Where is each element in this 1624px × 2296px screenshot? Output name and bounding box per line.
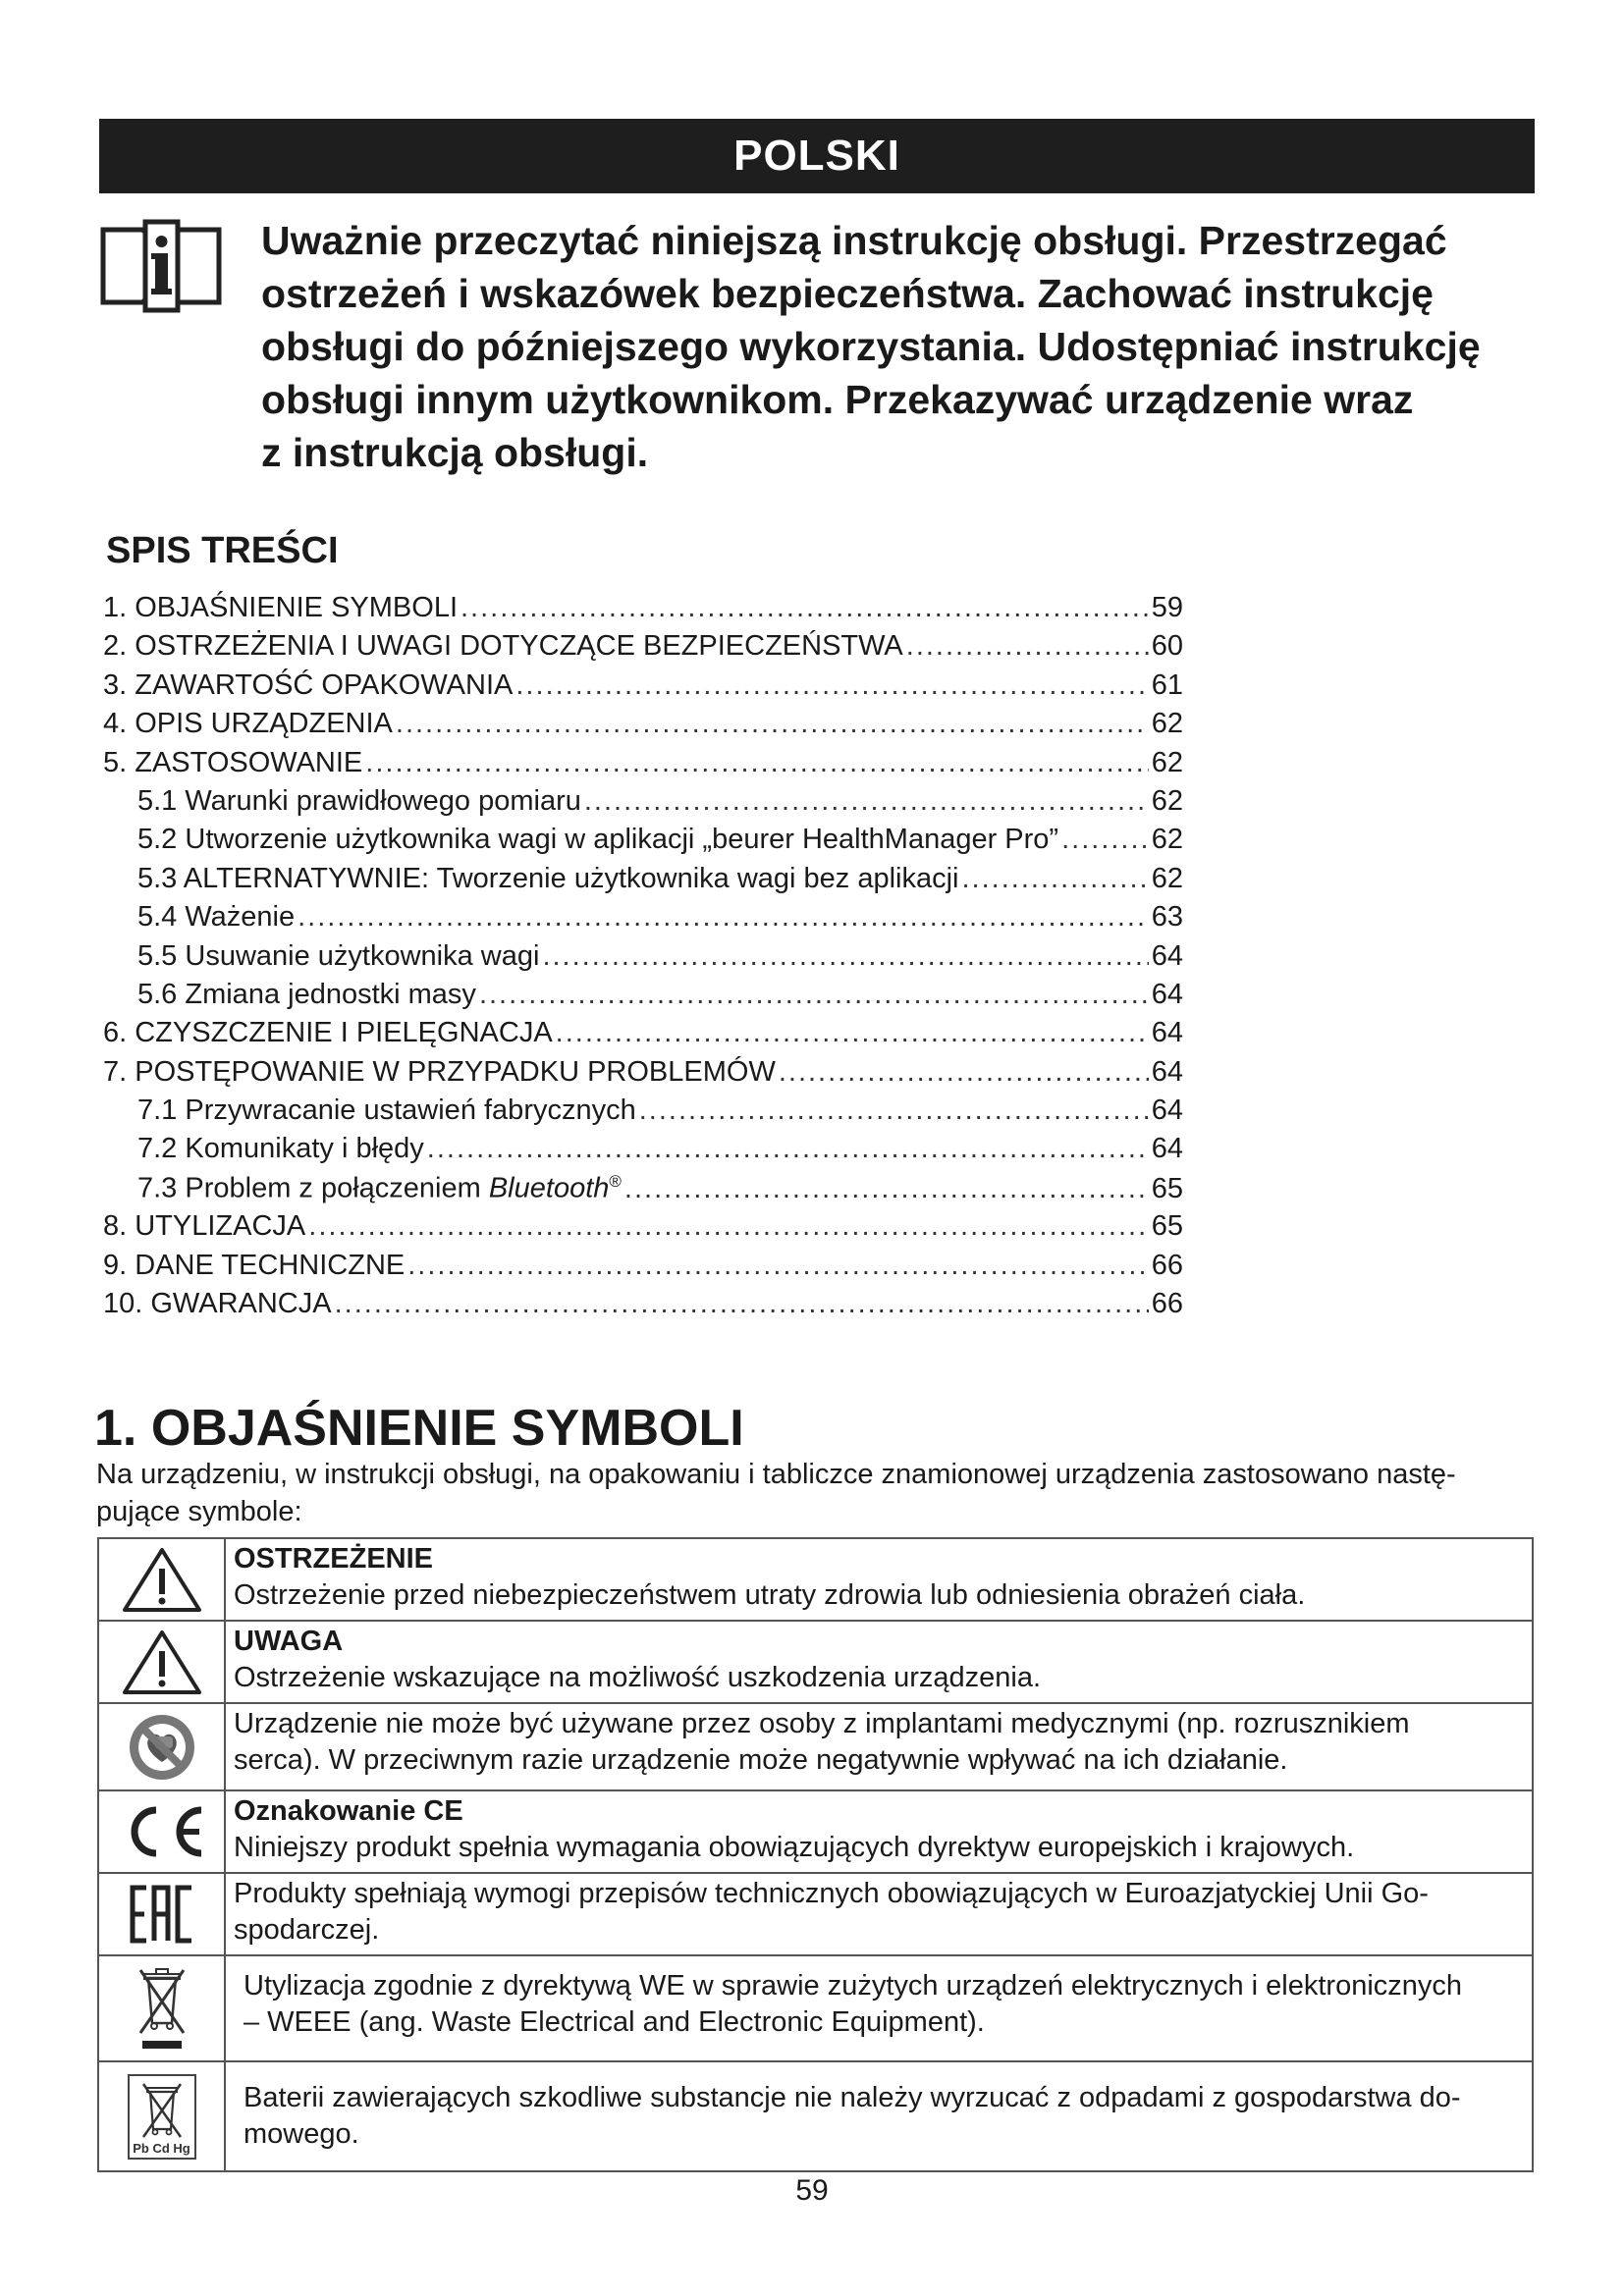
toc-leader <box>624 1173 1149 1205</box>
lead-line: pujące symbole: <box>96 1496 302 1527</box>
table-row <box>98 1703 1533 1790</box>
symbol-cell <box>98 1621 225 1703</box>
toc-leader <box>427 1133 1149 1165</box>
no-pacemaker-icon <box>126 1711 198 1784</box>
toc-leader <box>365 747 1148 779</box>
symbol-cell <box>98 1538 225 1621</box>
toc-leader <box>515 669 1148 702</box>
toc-subentry[interactable] <box>103 940 1183 979</box>
symbols-table <box>97 1537 1534 2172</box>
symbol-text: spodarczej. <box>234 1914 380 1946</box>
symbol-description <box>225 1703 1533 1790</box>
toc-subentry[interactable] <box>103 1133 1183 1171</box>
toc-leader <box>906 630 1149 663</box>
section-heading: 1. OBJAŚNIENIE SYMBOLI <box>94 1400 744 1457</box>
toc-subentry[interactable] <box>103 979 1183 1017</box>
toc-page: 66 <box>1151 1249 1183 1281</box>
toc-page: 60 <box>1151 630 1183 663</box>
toc-leader <box>584 785 1149 818</box>
toc-page: 62 <box>1151 862 1183 894</box>
table-of-contents <box>103 592 1183 1326</box>
toc-leader <box>542 940 1148 973</box>
symbol-text: Urządzenie nie może być używane przez osoby z implantami medycznymi (np. rozrusznikiem <box>234 1708 1410 1739</box>
toc-subentry[interactable] <box>103 1172 1183 1210</box>
toc-entry[interactable] <box>103 1250 1183 1288</box>
toc-page: 59 <box>1151 592 1183 623</box>
page-number: 59 <box>795 2174 829 2207</box>
registered-mark: ® <box>609 1171 622 1191</box>
toc-page: 61 <box>1151 668 1183 701</box>
symbol-description <box>225 1790 1533 1873</box>
toc-page: 62 <box>1151 746 1183 778</box>
intro-line: obsługi do późniejszego wykorzystania. Udostępniać instrukcję <box>261 324 1481 369</box>
toc-label: 5.6 Zmiana jednostki masy <box>137 978 476 1010</box>
symbol-cell <box>98 1703 225 1790</box>
table-row <box>98 1621 1533 1703</box>
toc-leader <box>407 1250 1149 1282</box>
toc-leader <box>479 979 1149 1011</box>
toc-label: 5.4 Ważenie <box>137 901 296 934</box>
symbol-label: UWAGA <box>234 1626 344 1657</box>
symbol-label: OSTRZEŻENIE <box>234 1543 434 1575</box>
toc-page: 64 <box>1151 1017 1183 1049</box>
toc-label: 2. OSTRZEŻENIA I UWAGI DOTYCZĄCE BEZPIECZEŃSTWA <box>103 630 903 663</box>
table-row <box>98 1873 1533 1955</box>
toc-label: 7. POSTĘPOWANIE W PRZYPADKU PROBLEMÓW <box>103 1055 776 1088</box>
battery-chemicals-label: Pb Cd Hg <box>133 2140 190 2156</box>
symbol-cell <box>98 1873 225 1955</box>
toc-entry[interactable] <box>103 1056 1183 1095</box>
toc-label: 1. OBJAŚNIENIE SYMBOLI <box>103 592 458 623</box>
eac-mark-icon <box>129 1884 195 1945</box>
symbol-text: – WEEE (ang. Waste Electrical and Electronic Equipment). <box>244 2006 985 2038</box>
toc-subentry[interactable] <box>103 1095 1183 1133</box>
toc-page: 65 <box>1151 1210 1183 1243</box>
weee-bin-icon <box>133 1964 191 2053</box>
toc-entry[interactable] <box>103 669 1183 708</box>
toc-label: 7.2 Komunikaty i błędy <box>137 1133 424 1165</box>
symbol-cell <box>98 1955 225 2061</box>
read-instructions-icon <box>99 218 224 314</box>
toc-label: 6. CZYSZCZENIE I PIELĘGNACJA <box>103 1017 553 1049</box>
toc-entry[interactable] <box>103 1288 1183 1326</box>
toc-label: 8. UTYLIZACJA <box>103 1210 306 1243</box>
toc-leader <box>556 1017 1149 1049</box>
table-row <box>98 1538 1533 1621</box>
symbol-text: serca). W przeciwnym razie urządzenie może negatywnie wpływać na ich działanie. <box>234 1744 1288 1776</box>
toc-page: 64 <box>1151 939 1183 972</box>
toc-label: 5.1 Warunki prawidłowego pomiaru <box>137 784 581 817</box>
toc-page: 64 <box>1151 978 1183 1010</box>
table-row <box>98 1790 1533 1873</box>
toc-subentry[interactable] <box>103 785 1183 824</box>
symbol-description <box>225 1538 1533 1621</box>
table-row <box>98 2061 1533 2171</box>
toc-page: 66 <box>1151 1288 1183 1320</box>
toc-entry[interactable] <box>103 747 1183 785</box>
toc-label-text: 7.3 Problem z połączeniem <box>137 1172 489 1204</box>
symbol-text: Produkty spełniają wymogi przepisów technicznych obowiązujących w Euroazjatyckiej Unii Go- <box>234 1878 1429 1909</box>
toc-entry[interactable] <box>103 1210 1183 1249</box>
toc-page: 62 <box>1151 708 1183 740</box>
toc-entry[interactable] <box>103 708 1183 746</box>
symbol-cell <box>98 2061 225 2171</box>
toc-page: 63 <box>1151 901 1183 934</box>
symbol-text: Ostrzeżenie przed niebezpieczeństwem utraty zdrowia lub odniesienia obrażeń ciała. <box>234 1579 1306 1611</box>
toc-leader <box>298 901 1149 934</box>
toc-leader <box>779 1056 1149 1089</box>
toc-label-italic: Bluetooth <box>488 1172 610 1204</box>
toc-label: 5.3 ALTERNATYWNIE: Tworzenie użytkownika wagi bez aplikacji <box>137 862 959 894</box>
battery-disposal-icon <box>128 2074 196 2160</box>
caution-triangle-icon <box>120 1628 204 1696</box>
toc-leader <box>460 592 1149 624</box>
symbol-text: Niniejszy produkt spełnia wymagania obowiązujących dyrektyw europejskich i krajowych. <box>234 1832 1355 1863</box>
toc-page: 64 <box>1151 1055 1183 1088</box>
language-banner <box>99 119 1535 193</box>
symbol-description <box>225 1955 1533 2061</box>
intro-line: Uważnie przeczytać niniejszą instrukcję obsługi. Przestrzegać <box>261 218 1447 263</box>
toc-subentry[interactable] <box>103 863 1183 901</box>
toc-label <box>137 1172 622 1205</box>
toc-label: 5.5 Usuwanie użytkownika wagi <box>137 939 540 972</box>
intro-line: ostrzeżeń i wskazówek bezpieczeństwa. Zachować instrukcję <box>261 271 1434 316</box>
section-lead <box>96 1456 1535 1530</box>
table-row <box>98 1955 1533 2061</box>
toc-entry[interactable] <box>103 630 1183 668</box>
toc-label: 5. ZASTOSOWANIE <box>103 746 363 778</box>
toc-label: 5.2 Utworzenie użytkownika wagi w aplikacji „beurer HealthManager Pro” <box>137 824 1059 856</box>
warning-triangle-icon <box>120 1545 204 1614</box>
toc-subentry[interactable] <box>103 824 1183 862</box>
intro-notice <box>261 214 1538 479</box>
symbol-cell <box>98 1790 225 1873</box>
toc-leader <box>639 1095 1149 1127</box>
symbol-description <box>225 2061 1533 2171</box>
toc-leader <box>1061 824 1149 856</box>
symbol-text: mowego. <box>244 2118 359 2150</box>
toc-leader <box>308 1210 1148 1243</box>
intro-line: z instrukcją obsługi. <box>261 430 649 475</box>
toc-label: 4. OPIS URZĄDZENIA <box>103 708 393 740</box>
toc-leader <box>396 708 1149 740</box>
toc-page: 64 <box>1151 1133 1183 1165</box>
symbol-text: Baterii zawierających szkodliwe substancje nie należy wyrzucać z odpadami z gospodarstwa do- <box>244 2082 1461 2113</box>
toc-label: 9. DANE TECHNICZNE <box>103 1249 406 1281</box>
toc-label: 3. ZAWARTOŚĆ OPAKOWANIA <box>103 668 514 701</box>
toc-label: 10. GWARANCJA <box>103 1288 332 1320</box>
toc-label: 7.1 Przywracanie ustawień fabrycznych <box>137 1095 636 1127</box>
intro-line: obsługi innym użytkownikom. Przekazywać urządzenie wraz <box>261 377 1414 422</box>
symbol-description <box>225 1621 1533 1703</box>
lead-line: Na urządzeniu, w instrukcji obsługi, na opakowaniu i tabliczce znamionowej urządzenia zastosowano nastę- <box>96 1459 1456 1490</box>
language-title: POLSKI <box>733 132 900 180</box>
symbol-text: Utylizacja zgodnie z dyrektywą WE w sprawie zużytych urządzeń elektrycznych i elektronicznych <box>244 1970 1463 2002</box>
toc-leader <box>962 863 1149 895</box>
symbol-text: Ostrzeżenie wskazujące na możliwość uszkodzenia urządzenia. <box>234 1662 1042 1693</box>
toc-leader <box>335 1288 1149 1320</box>
toc-entry[interactable] <box>103 592 1183 630</box>
symbol-label: Oznakowanie CE <box>234 1795 463 1827</box>
toc-page: 64 <box>1151 1095 1183 1127</box>
symbol-description <box>225 1873 1533 1955</box>
toc-page: 62 <box>1151 784 1183 817</box>
crossed-bin-icon <box>137 2080 187 2141</box>
toc-title: SPIS TREŚCI <box>106 530 339 571</box>
toc-page: 65 <box>1151 1172 1183 1204</box>
toc-entry[interactable] <box>103 1017 1183 1055</box>
ce-mark-icon <box>117 1802 207 1861</box>
toc-subentry[interactable] <box>103 901 1183 939</box>
toc-page: 62 <box>1151 824 1183 856</box>
